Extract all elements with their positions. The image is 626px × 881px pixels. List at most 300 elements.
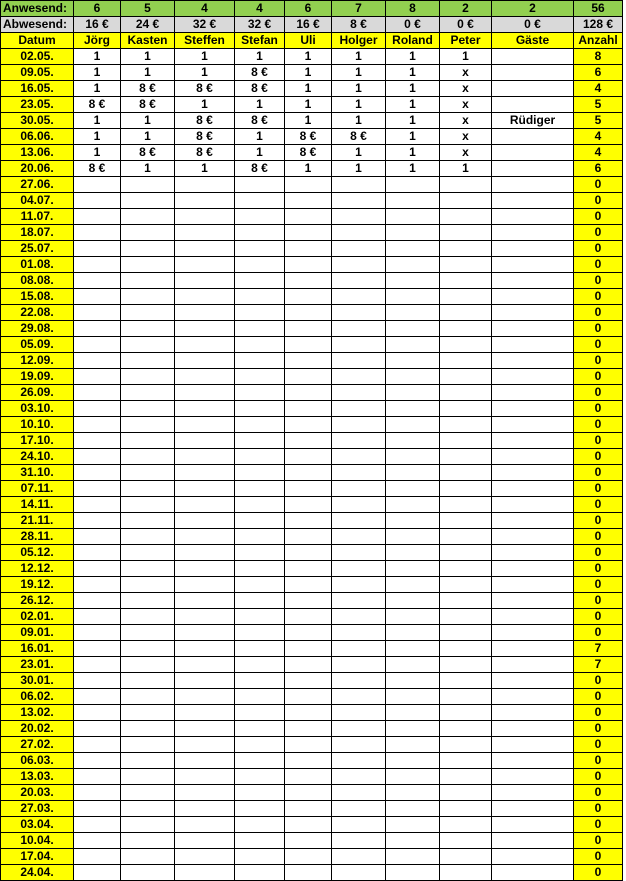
attendance-cell[interactable] bbox=[440, 401, 492, 417]
column-header[interactable]: Steffen bbox=[175, 33, 235, 49]
attendance-cell[interactable] bbox=[492, 657, 574, 673]
count-cell[interactable]: 0 bbox=[574, 817, 623, 833]
attendance-cell[interactable]: 1 bbox=[332, 97, 386, 113]
absent-money-cell[interactable]: 16 € bbox=[285, 17, 332, 33]
attendance-cell[interactable] bbox=[386, 353, 440, 369]
attendance-cell[interactable] bbox=[235, 225, 285, 241]
count-cell[interactable]: 0 bbox=[574, 497, 623, 513]
attendance-cell[interactable] bbox=[492, 161, 574, 177]
date-cell[interactable]: 30.01. bbox=[1, 673, 74, 689]
count-cell[interactable]: 0 bbox=[574, 513, 623, 529]
absent-label[interactable]: Abwesend: bbox=[1, 17, 74, 33]
date-cell[interactable]: 16.01. bbox=[1, 641, 74, 657]
attendance-cell[interactable]: 1 bbox=[235, 129, 285, 145]
attendance-cell[interactable] bbox=[332, 193, 386, 209]
attendance-cell[interactable] bbox=[332, 513, 386, 529]
attendance-cell[interactable] bbox=[235, 337, 285, 353]
attendance-cell[interactable] bbox=[121, 673, 175, 689]
attendance-cell[interactable] bbox=[332, 753, 386, 769]
attendance-cell[interactable] bbox=[332, 577, 386, 593]
attendance-cell[interactable] bbox=[440, 785, 492, 801]
attendance-cell[interactable]: 1 bbox=[235, 97, 285, 113]
attendance-cell[interactable] bbox=[492, 129, 574, 145]
attendance-cell[interactable] bbox=[440, 465, 492, 481]
count-cell[interactable]: 0 bbox=[574, 369, 623, 385]
attendance-cell[interactable] bbox=[175, 737, 235, 753]
attendance-cell[interactable] bbox=[440, 241, 492, 257]
attendance-cell[interactable] bbox=[332, 481, 386, 497]
attendance-cell[interactable] bbox=[440, 673, 492, 689]
attendance-cell[interactable] bbox=[175, 369, 235, 385]
attendance-cell[interactable] bbox=[175, 481, 235, 497]
attendance-cell[interactable] bbox=[386, 417, 440, 433]
attendance-cell[interactable] bbox=[235, 705, 285, 721]
present-total-cell[interactable]: 4 bbox=[235, 1, 285, 17]
attendance-cell[interactable] bbox=[121, 257, 175, 273]
attendance-cell[interactable] bbox=[74, 865, 121, 881]
attendance-cell[interactable] bbox=[285, 593, 332, 609]
attendance-cell[interactable] bbox=[175, 401, 235, 417]
attendance-cell[interactable]: x bbox=[440, 129, 492, 145]
attendance-cell[interactable] bbox=[386, 433, 440, 449]
absent-money-cell[interactable]: 128 € bbox=[574, 17, 623, 33]
present-total-cell[interactable]: 4 bbox=[175, 1, 235, 17]
attendance-cell[interactable]: 1 bbox=[74, 81, 121, 97]
attendance-cell[interactable] bbox=[440, 545, 492, 561]
attendance-cell[interactable] bbox=[74, 561, 121, 577]
attendance-cell[interactable] bbox=[285, 225, 332, 241]
attendance-cell[interactable] bbox=[285, 193, 332, 209]
date-cell[interactable]: 01.08. bbox=[1, 257, 74, 273]
attendance-cell[interactable] bbox=[332, 241, 386, 257]
attendance-cell[interactable] bbox=[74, 705, 121, 721]
count-cell[interactable]: 0 bbox=[574, 433, 623, 449]
attendance-cell[interactable] bbox=[121, 225, 175, 241]
absent-money-cell[interactable]: 32 € bbox=[175, 17, 235, 33]
attendance-cell[interactable] bbox=[235, 177, 285, 193]
attendance-cell[interactable] bbox=[235, 385, 285, 401]
attendance-cell[interactable] bbox=[332, 833, 386, 849]
attendance-cell[interactable] bbox=[74, 513, 121, 529]
count-cell[interactable]: 0 bbox=[574, 577, 623, 593]
attendance-cell[interactable] bbox=[74, 177, 121, 193]
attendance-cell[interactable] bbox=[492, 49, 574, 65]
absent-money-cell[interactable]: 0 € bbox=[386, 17, 440, 33]
count-cell[interactable]: 0 bbox=[574, 257, 623, 273]
date-cell[interactable]: 20.06. bbox=[1, 161, 74, 177]
attendance-cell[interactable] bbox=[285, 337, 332, 353]
attendance-cell[interactable] bbox=[492, 753, 574, 769]
attendance-cell[interactable] bbox=[332, 209, 386, 225]
attendance-cell[interactable] bbox=[440, 593, 492, 609]
attendance-cell[interactable]: 1 bbox=[175, 65, 235, 81]
attendance-cell[interactable] bbox=[74, 257, 121, 273]
attendance-cell[interactable]: 1 bbox=[285, 49, 332, 65]
attendance-cell[interactable] bbox=[235, 257, 285, 273]
attendance-cell[interactable] bbox=[492, 193, 574, 209]
attendance-cell[interactable]: 1 bbox=[332, 145, 386, 161]
column-header[interactable]: Stefan bbox=[235, 33, 285, 49]
attendance-cell[interactable]: 8 € bbox=[175, 81, 235, 97]
attendance-cell[interactable] bbox=[492, 513, 574, 529]
attendance-cell[interactable] bbox=[175, 833, 235, 849]
attendance-cell[interactable] bbox=[492, 721, 574, 737]
attendance-cell[interactable] bbox=[492, 81, 574, 97]
attendance-cell[interactable] bbox=[386, 273, 440, 289]
attendance-cell[interactable] bbox=[175, 577, 235, 593]
count-cell[interactable]: 0 bbox=[574, 465, 623, 481]
attendance-cell[interactable] bbox=[440, 497, 492, 513]
date-cell[interactable]: 04.07. bbox=[1, 193, 74, 209]
attendance-cell[interactable] bbox=[235, 737, 285, 753]
date-cell[interactable]: 27.03. bbox=[1, 801, 74, 817]
attendance-cell[interactable]: 1 bbox=[121, 65, 175, 81]
attendance-cell[interactable] bbox=[492, 401, 574, 417]
attendance-cell[interactable]: 8 € bbox=[235, 113, 285, 129]
attendance-cell[interactable] bbox=[386, 257, 440, 273]
attendance-cell[interactable] bbox=[235, 577, 285, 593]
attendance-cell[interactable] bbox=[332, 673, 386, 689]
attendance-cell[interactable] bbox=[121, 433, 175, 449]
attendance-cell[interactable] bbox=[235, 673, 285, 689]
absent-money-cell[interactable]: 32 € bbox=[235, 17, 285, 33]
attendance-cell[interactable] bbox=[121, 241, 175, 257]
attendance-cell[interactable] bbox=[492, 609, 574, 625]
attendance-cell[interactable] bbox=[440, 289, 492, 305]
attendance-cell[interactable] bbox=[121, 353, 175, 369]
attendance-cell[interactable] bbox=[492, 561, 574, 577]
attendance-cell[interactable] bbox=[386, 593, 440, 609]
date-cell[interactable]: 14.11. bbox=[1, 497, 74, 513]
attendance-cell[interactable] bbox=[285, 785, 332, 801]
attendance-cell[interactable] bbox=[332, 865, 386, 881]
attendance-cell[interactable] bbox=[121, 369, 175, 385]
attendance-cell[interactable]: 1 bbox=[386, 65, 440, 81]
attendance-cell[interactable] bbox=[175, 177, 235, 193]
attendance-cell[interactable] bbox=[74, 305, 121, 321]
count-cell[interactable]: 0 bbox=[574, 289, 623, 305]
attendance-cell[interactable] bbox=[285, 657, 332, 673]
attendance-cell[interactable] bbox=[386, 401, 440, 417]
date-cell[interactable]: 13.02. bbox=[1, 705, 74, 721]
date-cell[interactable]: 18.07. bbox=[1, 225, 74, 241]
attendance-cell[interactable] bbox=[235, 465, 285, 481]
attendance-cell[interactable] bbox=[386, 305, 440, 321]
attendance-cell[interactable] bbox=[235, 401, 285, 417]
attendance-cell[interactable]: 1 bbox=[285, 81, 332, 97]
attendance-cell[interactable] bbox=[74, 609, 121, 625]
date-cell[interactable]: 11.07. bbox=[1, 209, 74, 225]
date-cell[interactable]: 21.11. bbox=[1, 513, 74, 529]
attendance-cell[interactable] bbox=[492, 689, 574, 705]
date-cell[interactable]: 17.10. bbox=[1, 433, 74, 449]
count-cell[interactable]: 0 bbox=[574, 209, 623, 225]
attendance-cell[interactable] bbox=[74, 385, 121, 401]
date-cell[interactable]: 03.04. bbox=[1, 817, 74, 833]
attendance-cell[interactable]: 1 bbox=[74, 49, 121, 65]
attendance-cell[interactable] bbox=[175, 209, 235, 225]
attendance-cell[interactable] bbox=[175, 497, 235, 513]
attendance-cell[interactable]: 1 bbox=[386, 161, 440, 177]
attendance-cell[interactable]: 8 € bbox=[121, 81, 175, 97]
attendance-cell[interactable] bbox=[121, 865, 175, 881]
attendance-cell[interactable] bbox=[386, 785, 440, 801]
present-total-cell[interactable]: 2 bbox=[440, 1, 492, 17]
column-header[interactable]: Jörg bbox=[74, 33, 121, 49]
attendance-cell[interactable] bbox=[332, 225, 386, 241]
attendance-cell[interactable] bbox=[285, 769, 332, 785]
count-cell[interactable]: 0 bbox=[574, 273, 623, 289]
attendance-cell[interactable] bbox=[74, 193, 121, 209]
attendance-cell[interactable] bbox=[386, 833, 440, 849]
attendance-cell[interactable] bbox=[440, 305, 492, 321]
attendance-cell[interactable] bbox=[121, 273, 175, 289]
attendance-cell[interactable] bbox=[386, 193, 440, 209]
count-cell[interactable]: 0 bbox=[574, 609, 623, 625]
attendance-cell[interactable]: 8 € bbox=[285, 129, 332, 145]
attendance-cell[interactable] bbox=[332, 273, 386, 289]
attendance-cell[interactable] bbox=[386, 609, 440, 625]
attendance-cell[interactable] bbox=[121, 625, 175, 641]
attendance-cell[interactable] bbox=[175, 257, 235, 273]
attendance-cell[interactable] bbox=[492, 145, 574, 161]
attendance-cell[interactable] bbox=[121, 401, 175, 417]
attendance-cell[interactable]: 1 bbox=[386, 145, 440, 161]
attendance-cell[interactable] bbox=[492, 817, 574, 833]
date-cell[interactable]: 24.10. bbox=[1, 449, 74, 465]
attendance-cell[interactable] bbox=[386, 225, 440, 241]
date-cell[interactable]: 02.05. bbox=[1, 49, 74, 65]
column-header[interactable]: Gäste bbox=[492, 33, 574, 49]
count-cell[interactable]: 0 bbox=[574, 337, 623, 353]
count-cell[interactable]: 4 bbox=[574, 145, 623, 161]
attendance-cell[interactable] bbox=[74, 737, 121, 753]
date-cell[interactable]: 16.05. bbox=[1, 81, 74, 97]
count-cell[interactable]: 0 bbox=[574, 417, 623, 433]
attendance-cell[interactable] bbox=[386, 385, 440, 401]
attendance-cell[interactable]: 1 bbox=[386, 81, 440, 97]
attendance-cell[interactable] bbox=[332, 849, 386, 865]
absent-money-cell[interactable]: 24 € bbox=[121, 17, 175, 33]
attendance-cell[interactable] bbox=[74, 657, 121, 673]
attendance-cell[interactable]: Rüdiger bbox=[492, 113, 574, 129]
attendance-cell[interactable] bbox=[121, 209, 175, 225]
present-total-cell[interactable]: 7 bbox=[332, 1, 386, 17]
attendance-cell[interactable]: 8 € bbox=[235, 81, 285, 97]
attendance-cell[interactable] bbox=[285, 721, 332, 737]
attendance-cell[interactable] bbox=[440, 193, 492, 209]
attendance-cell[interactable] bbox=[74, 433, 121, 449]
date-cell[interactable]: 29.08. bbox=[1, 321, 74, 337]
date-cell[interactable]: 08.08. bbox=[1, 273, 74, 289]
attendance-cell[interactable] bbox=[74, 769, 121, 785]
count-cell[interactable]: 0 bbox=[574, 545, 623, 561]
attendance-cell[interactable] bbox=[175, 705, 235, 721]
attendance-cell[interactable] bbox=[332, 769, 386, 785]
attendance-cell[interactable] bbox=[121, 321, 175, 337]
count-cell[interactable]: 0 bbox=[574, 241, 623, 257]
attendance-cell[interactable] bbox=[332, 257, 386, 273]
attendance-cell[interactable] bbox=[492, 465, 574, 481]
attendance-cell[interactable] bbox=[121, 417, 175, 433]
date-cell[interactable]: 10.10. bbox=[1, 417, 74, 433]
attendance-cell[interactable] bbox=[440, 801, 492, 817]
attendance-cell[interactable] bbox=[74, 625, 121, 641]
count-cell[interactable]: 0 bbox=[574, 481, 623, 497]
attendance-cell[interactable]: 1 bbox=[332, 65, 386, 81]
attendance-cell[interactable]: x bbox=[440, 97, 492, 113]
attendance-cell[interactable] bbox=[235, 321, 285, 337]
attendance-cell[interactable]: x bbox=[440, 65, 492, 81]
attendance-cell[interactable]: 1 bbox=[386, 129, 440, 145]
count-cell[interactable]: 0 bbox=[574, 449, 623, 465]
attendance-cell[interactable] bbox=[175, 417, 235, 433]
attendance-cell[interactable] bbox=[74, 369, 121, 385]
date-cell[interactable]: 12.09. bbox=[1, 353, 74, 369]
count-cell[interactable]: 0 bbox=[574, 385, 623, 401]
attendance-cell[interactable] bbox=[74, 529, 121, 545]
attendance-cell[interactable] bbox=[440, 273, 492, 289]
count-cell[interactable]: 0 bbox=[574, 689, 623, 705]
attendance-cell[interactable] bbox=[386, 689, 440, 705]
attendance-cell[interactable] bbox=[74, 785, 121, 801]
attendance-cell[interactable] bbox=[235, 721, 285, 737]
attendance-cell[interactable] bbox=[492, 321, 574, 337]
attendance-cell[interactable] bbox=[386, 705, 440, 721]
attendance-cell[interactable] bbox=[74, 721, 121, 737]
attendance-cell[interactable] bbox=[332, 353, 386, 369]
attendance-cell[interactable] bbox=[175, 609, 235, 625]
attendance-cell[interactable] bbox=[440, 385, 492, 401]
count-cell[interactable]: 0 bbox=[574, 769, 623, 785]
column-header[interactable]: Anzahl bbox=[574, 33, 623, 49]
attendance-cell[interactable] bbox=[121, 849, 175, 865]
attendance-cell[interactable]: 1 bbox=[175, 49, 235, 65]
attendance-cell[interactable]: 8 € bbox=[285, 145, 332, 161]
attendance-cell[interactable] bbox=[121, 577, 175, 593]
attendance-cell[interactable] bbox=[175, 193, 235, 209]
attendance-cell[interactable] bbox=[492, 417, 574, 433]
attendance-cell[interactable] bbox=[235, 193, 285, 209]
attendance-cell[interactable] bbox=[74, 593, 121, 609]
attendance-cell[interactable] bbox=[285, 545, 332, 561]
attendance-cell[interactable] bbox=[121, 545, 175, 561]
attendance-cell[interactable] bbox=[386, 641, 440, 657]
attendance-cell[interactable] bbox=[332, 289, 386, 305]
attendance-cell[interactable] bbox=[492, 177, 574, 193]
count-cell[interactable]: 0 bbox=[574, 737, 623, 753]
attendance-cell[interactable]: 1 bbox=[285, 161, 332, 177]
attendance-cell[interactable] bbox=[175, 529, 235, 545]
attendance-cell[interactable] bbox=[235, 353, 285, 369]
attendance-cell[interactable] bbox=[440, 433, 492, 449]
attendance-cell[interactable] bbox=[332, 801, 386, 817]
date-cell[interactable]: 12.12. bbox=[1, 561, 74, 577]
attendance-cell[interactable]: 1 bbox=[332, 113, 386, 129]
attendance-cell[interactable]: 8 € bbox=[175, 113, 235, 129]
attendance-cell[interactable]: 1 bbox=[175, 97, 235, 113]
attendance-cell[interactable] bbox=[175, 353, 235, 369]
attendance-cell[interactable] bbox=[235, 433, 285, 449]
attendance-cell[interactable] bbox=[285, 369, 332, 385]
attendance-cell[interactable] bbox=[175, 561, 235, 577]
attendance-cell[interactable] bbox=[285, 609, 332, 625]
attendance-cell[interactable] bbox=[121, 833, 175, 849]
attendance-cell[interactable] bbox=[386, 209, 440, 225]
attendance-cell[interactable] bbox=[285, 737, 332, 753]
attendance-cell[interactable] bbox=[235, 801, 285, 817]
attendance-cell[interactable] bbox=[332, 417, 386, 433]
attendance-cell[interactable] bbox=[285, 705, 332, 721]
present-total-cell[interactable]: 6 bbox=[74, 1, 121, 17]
column-header[interactable]: Kasten bbox=[121, 33, 175, 49]
count-cell[interactable]: 0 bbox=[574, 321, 623, 337]
attendance-cell[interactable] bbox=[235, 289, 285, 305]
attendance-cell[interactable] bbox=[121, 769, 175, 785]
date-cell[interactable]: 23.01. bbox=[1, 657, 74, 673]
attendance-cell[interactable] bbox=[440, 177, 492, 193]
date-cell[interactable]: 15.08. bbox=[1, 289, 74, 305]
attendance-cell[interactable] bbox=[440, 257, 492, 273]
attendance-cell[interactable]: 1 bbox=[386, 97, 440, 113]
attendance-cell[interactable] bbox=[235, 561, 285, 577]
attendance-cell[interactable] bbox=[285, 273, 332, 289]
attendance-cell[interactable] bbox=[74, 401, 121, 417]
attendance-cell[interactable] bbox=[74, 465, 121, 481]
attendance-cell[interactable] bbox=[74, 673, 121, 689]
attendance-cell[interactable] bbox=[492, 481, 574, 497]
attendance-cell[interactable] bbox=[440, 657, 492, 673]
date-cell[interactable]: 05.12. bbox=[1, 545, 74, 561]
attendance-cell[interactable] bbox=[175, 817, 235, 833]
date-cell[interactable]: 27.06. bbox=[1, 177, 74, 193]
attendance-cell[interactable] bbox=[285, 529, 332, 545]
attendance-cell[interactable] bbox=[492, 673, 574, 689]
attendance-cell[interactable] bbox=[121, 561, 175, 577]
attendance-cell[interactable]: 1 bbox=[235, 49, 285, 65]
attendance-cell[interactable] bbox=[492, 433, 574, 449]
date-cell[interactable]: 05.09. bbox=[1, 337, 74, 353]
attendance-cell[interactable] bbox=[332, 497, 386, 513]
attendance-cell[interactable] bbox=[492, 97, 574, 113]
attendance-cell[interactable] bbox=[332, 321, 386, 337]
absent-money-cell[interactable]: 16 € bbox=[74, 17, 121, 33]
date-cell[interactable]: 09.01. bbox=[1, 625, 74, 641]
attendance-cell[interactable] bbox=[74, 817, 121, 833]
attendance-cell[interactable] bbox=[175, 801, 235, 817]
attendance-cell[interactable] bbox=[440, 833, 492, 849]
attendance-cell[interactable] bbox=[175, 465, 235, 481]
attendance-cell[interactable] bbox=[386, 449, 440, 465]
attendance-cell[interactable] bbox=[386, 321, 440, 337]
attendance-cell[interactable]: 1 bbox=[386, 113, 440, 129]
date-cell[interactable]: 09.05. bbox=[1, 65, 74, 81]
attendance-cell[interactable] bbox=[235, 593, 285, 609]
attendance-cell[interactable] bbox=[121, 657, 175, 673]
attendance-cell[interactable]: 1 bbox=[235, 145, 285, 161]
attendance-cell[interactable] bbox=[285, 417, 332, 433]
attendance-cell[interactable] bbox=[386, 481, 440, 497]
attendance-cell[interactable] bbox=[121, 481, 175, 497]
attendance-cell[interactable] bbox=[285, 641, 332, 657]
column-header[interactable]: Holger bbox=[332, 33, 386, 49]
attendance-cell[interactable] bbox=[440, 705, 492, 721]
attendance-cell[interactable] bbox=[121, 689, 175, 705]
attendance-cell[interactable] bbox=[440, 865, 492, 881]
attendance-cell[interactable] bbox=[492, 65, 574, 81]
attendance-cell[interactable] bbox=[440, 449, 492, 465]
date-cell[interactable]: 06.06. bbox=[1, 129, 74, 145]
